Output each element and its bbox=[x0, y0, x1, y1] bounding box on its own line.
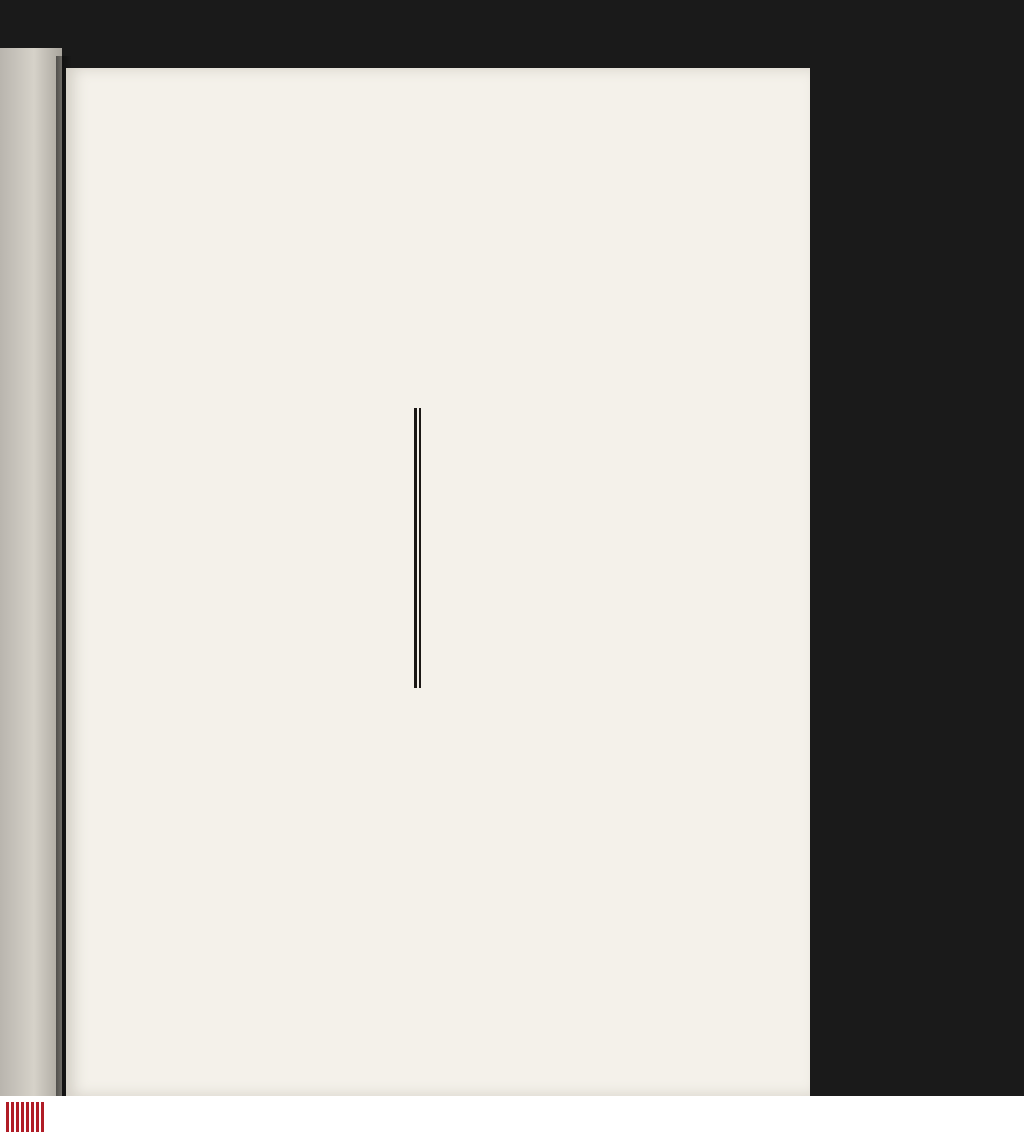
column-rule bbox=[419, 408, 421, 688]
two-column-section bbox=[102, 126, 774, 686]
page-text bbox=[102, 96, 774, 686]
barcode-icon bbox=[6, 1102, 46, 1132]
viewer-footer bbox=[0, 1096, 1024, 1138]
left-page-edge bbox=[0, 48, 62, 1096]
running-head bbox=[102, 96, 774, 124]
column-rule bbox=[414, 408, 417, 688]
book-page bbox=[66, 68, 810, 1096]
